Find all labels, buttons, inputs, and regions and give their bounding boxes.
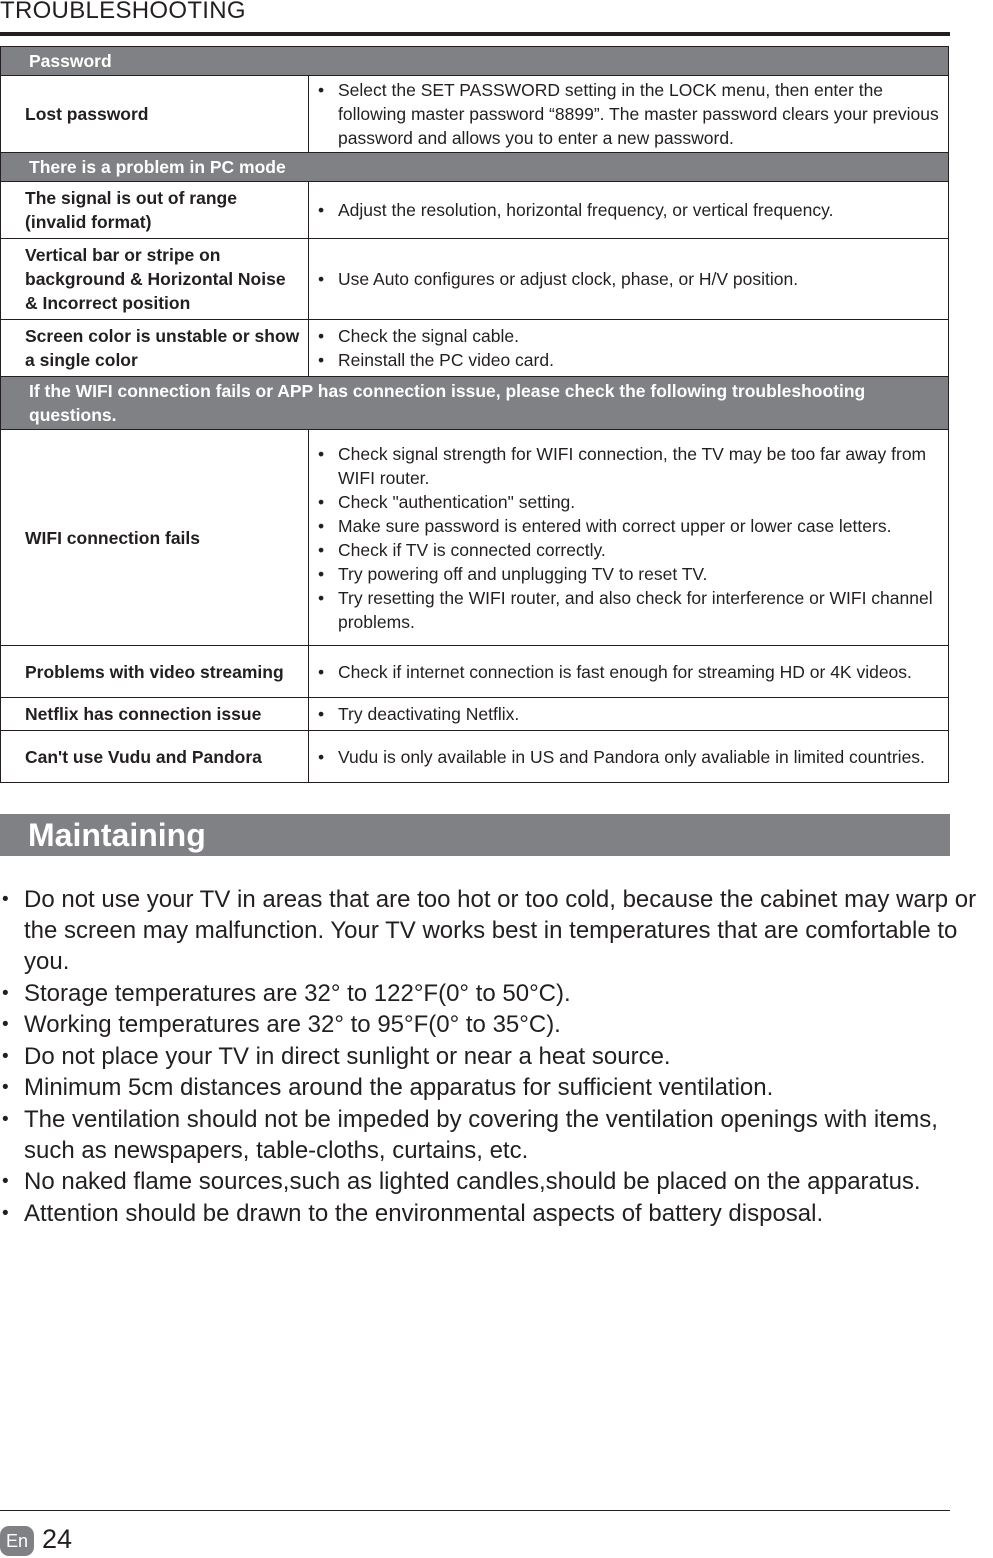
solution-list <box>315 78 940 150</box>
page-title: TROUBLESHOOTING <box>0 0 246 24</box>
solution-item: • Vudu is only available in US and Pandora only avaliable in limited countries. <box>315 745 940 769</box>
problem-cell: Lost password <box>1 76 309 153</box>
maintaining-item: • Storage temperatures are 32° to 122°F(0° to 50°C). <box>0 978 993 1009</box>
maintaining-list <box>0 884 993 1229</box>
solution-list <box>315 702 940 726</box>
maintaining-item: • Working temperatures are 32° to 95°F(0° to 35°C). <box>0 1009 993 1040</box>
problem-cell: Screen color is unstable or show a single color <box>1 320 309 377</box>
solution-cell <box>309 646 949 698</box>
page-header <box>0 0 950 36</box>
table-row <box>1 430 949 646</box>
solution-list <box>315 660 940 684</box>
solution-list <box>315 442 940 634</box>
problem-cell: Problems with video streaming <box>1 646 309 698</box>
table-row <box>1 239 949 320</box>
maintaining-header <box>0 814 950 856</box>
solution-item: • Try resetting the WIFI router, and also check for interference or WIFI channel problems. <box>315 586 940 634</box>
solution-item: • Select the SET PASSWORD setting in the LOCK menu, then enter the following master password “8899”. The master password clears your previous password and allows you to enter a new password. <box>315 78 940 150</box>
problem-cell: Can't use Vudu and Pandora <box>1 731 309 783</box>
maintaining-item: • Do not place your TV in direct sunlight or near a heat source. <box>0 1041 993 1072</box>
solution-cell <box>309 182 949 239</box>
solution-item: • Adjust the resolution, horizontal frequency, or vertical frequency. <box>315 198 940 222</box>
maintaining-item: • Attention should be drawn to the environmental aspects of battery disposal. <box>0 1198 993 1229</box>
section-header: Password <box>1 47 949 76</box>
solution-item: • Try deactivating Netflix. <box>315 702 940 726</box>
solution-cell <box>309 698 949 731</box>
solution-list <box>315 324 940 372</box>
solution-list <box>315 267 940 291</box>
table-row <box>1 320 949 377</box>
solution-cell <box>309 430 949 646</box>
footer-divider <box>0 1510 950 1511</box>
troubleshooting-table <box>0 46 949 783</box>
table-row <box>1 76 949 153</box>
solution-item: • Check the signal cable. <box>315 324 940 348</box>
problem-cell: Netflix has connection issue <box>1 698 309 731</box>
solution-list <box>315 745 940 769</box>
table-row <box>1 646 949 698</box>
table-row <box>1 182 949 239</box>
solution-item: • Reinstall the PC video card. <box>315 348 940 372</box>
section-header: There is a problem in PC mode <box>1 153 949 182</box>
maintaining-title: Maintaining <box>28 817 206 853</box>
maintaining-item: • The ventilation should not be impeded by covering the ventilation openings with items, such as newspapers, table-cloths, curtains, etc. <box>0 1104 993 1166</box>
solution-item: • Make sure password is entered with correct upper or lower case letters. <box>315 514 940 538</box>
problem-cell: The signal is out of range (invalid format) <box>1 182 309 239</box>
solution-cell <box>309 320 949 377</box>
solution-cell <box>309 239 949 320</box>
maintaining-item: • No naked flame sources,such as lighted candles,should be placed on the apparatus. <box>0 1166 993 1197</box>
problem-cell: WIFI connection fails <box>1 430 309 646</box>
solution-item: • Check signal strength for WIFI connection, the TV may be too far away from WIFI router. <box>315 442 940 490</box>
maintaining-item: • Do not use your TV in areas that are too hot or too cold, because the cabinet may warp or the screen may malfunction. Your TV works best in temperatures that are comfortable to you. <box>0 884 993 977</box>
table-row <box>1 698 949 731</box>
table-row <box>1 731 949 783</box>
solution-item: • Use Auto configures or adjust clock, phase, or H/V position. <box>315 267 940 291</box>
section-header: If the WIFI connection fails or APP has connection issue, please check the following troubleshooting questions. <box>1 377 949 430</box>
language-badge: En <box>0 1526 34 1556</box>
solution-item: • Check if internet connection is fast enough for streaming HD or 4K videos. <box>315 660 940 684</box>
solution-item: • Check if TV is connected correctly. <box>315 538 940 562</box>
solution-cell <box>309 731 949 783</box>
solution-cell <box>309 76 949 153</box>
problem-cell: Vertical bar or stripe on background & Horizontal Noise & Incorrect position <box>1 239 309 320</box>
solution-list <box>315 198 940 222</box>
solution-item: • Try powering off and unplugging TV to reset TV. <box>315 562 940 586</box>
solution-item: • Check "authentication" setting. <box>315 490 940 514</box>
maintaining-item: • Minimum 5cm distances around the apparatus for sufficient ventilation. <box>0 1072 993 1103</box>
page-number: 24 <box>42 1524 73 1554</box>
